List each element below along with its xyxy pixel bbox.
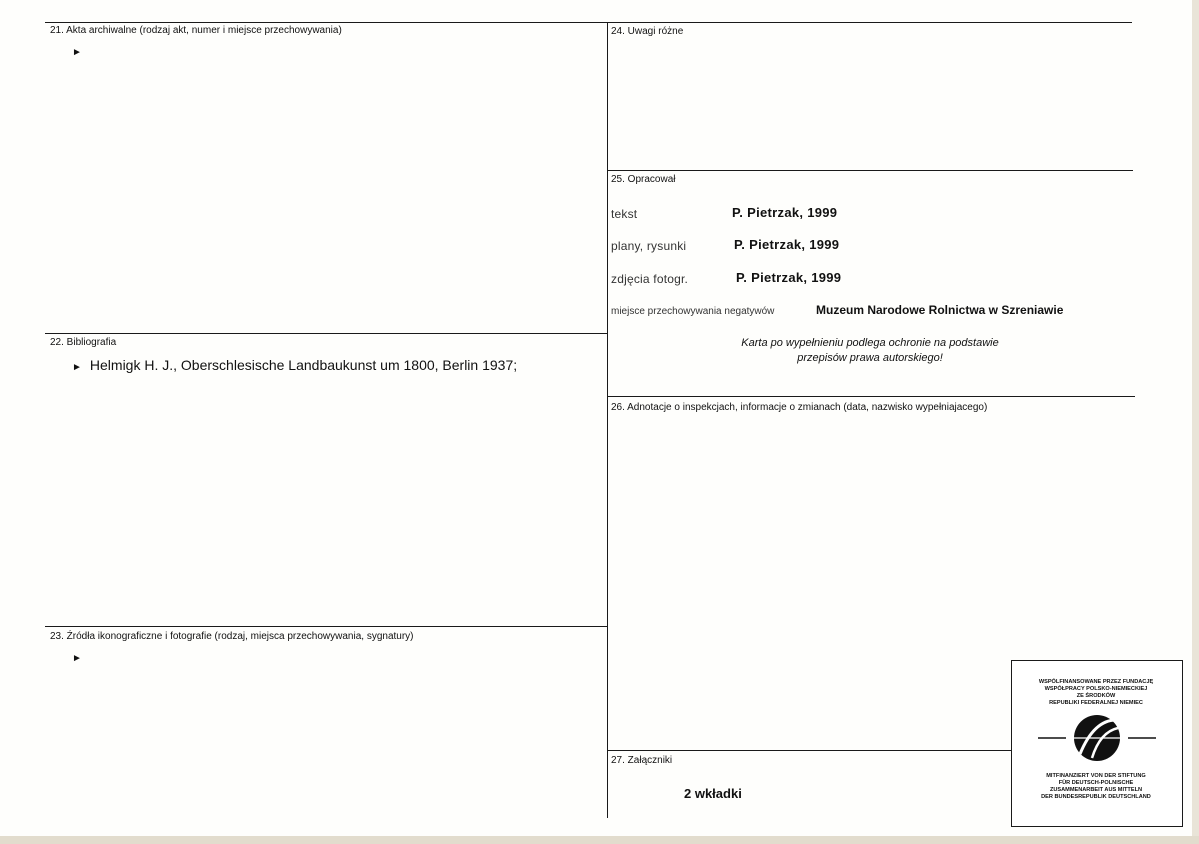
negatives-location-label: miejsce przechowywania negatywów: [611, 306, 775, 317]
section-25-label: 25. Opracował: [611, 174, 676, 185]
funding-text-pl-line: WSPÓLFINANSOWANE PRZEZ FUNDACJĘ: [1038, 679, 1154, 685]
author-photos-value: P. Pietrzak, 1999: [736, 270, 842, 285]
attachments-value: 2 wkładki: [684, 786, 742, 801]
funding-text-pl-line: ZE ŚRODKÓW: [1076, 693, 1116, 699]
paper-edge-bottom: [0, 836, 1199, 844]
section-23-bullet-icon: ►: [72, 653, 82, 664]
author-plans-value: P. Pietrzak, 1999: [734, 237, 840, 252]
funding-text-de-line: FÜR DEUTSCH-POLNISCHE: [1058, 780, 1134, 786]
funding-text-de-line: ZUSAMMENARBEIT AUS MITTELN: [1049, 787, 1143, 793]
author-photos-label: zdjęcia fotogr.: [611, 272, 689, 286]
section-21-label: 21. Akta archiwalne (rodzaj akt, numer i miejsce przechowywania): [50, 25, 342, 36]
foundation-emblem-icon: [1034, 714, 1160, 762]
funding-text-pl-line: WSPÓŁPRACY POLSKO-NIEMIECKIEJ: [1044, 686, 1148, 692]
bibliography-entry: [72, 357, 517, 374]
funding-text-pl-line: REPUBLIKI FEDERALNEJ NIEMIEC: [1049, 700, 1143, 706]
section-24-label: 24. Uwagi różne: [611, 26, 684, 37]
rule-center-vertical: [607, 22, 608, 818]
section-23-label: 23. Źródła ikonograficzne i fotografie (rodzaj, miejsca przechowywania, sygnatury): [50, 631, 414, 642]
rule-25-26: [607, 396, 1135, 397]
funding-text-de-line: DER BUNDESREPUBLIK DEUTSCHLAND: [1041, 794, 1151, 800]
funding-text-german: [1016, 773, 1176, 801]
rule-top: [45, 22, 1132, 23]
author-text-value: P. Pietrzak, 1999: [732, 205, 838, 220]
section-22-label: 22. Bibliografia: [50, 337, 117, 348]
section-22-bullet-icon: ►: [72, 362, 82, 373]
negatives-location-value: Muzeum Narodowe Rolnictwa w Szreniawie: [816, 303, 1064, 317]
funding-logo-box: [1011, 660, 1183, 827]
rule-24-25: [607, 170, 1133, 171]
author-plans-label: plany, rysunki: [611, 239, 687, 253]
paper-edge-right: [1192, 0, 1199, 844]
rule-21-22: [45, 333, 608, 334]
section-21-bullet-icon: ►: [72, 47, 82, 58]
rule-27: [607, 750, 1012, 751]
author-text-label: tekst: [611, 207, 638, 221]
funding-text-polish: [1016, 679, 1176, 707]
section-27-label: 27. Załączniki: [611, 755, 673, 766]
copyright-note-line-2: przepisów prawa autorskiego!: [797, 352, 943, 364]
rule-23: [45, 626, 608, 627]
copyright-note: [640, 336, 1100, 366]
funding-text-de-line: MITFINANZIERT VON DER STIFTUNG: [1046, 773, 1146, 779]
bibliography-text: Helmigk H. J., Oberschlesische Landbaukunst um 1800, Berlin 1937;: [89, 357, 518, 373]
section-26-label: 26. Adnotacje o inspekcjach, informacje o zmianach (data, nazwisko wypełniajacego): [611, 402, 988, 413]
copyright-note-line-1: Karta po wypełnieniu podlega ochronie na podstawie: [741, 337, 999, 349]
